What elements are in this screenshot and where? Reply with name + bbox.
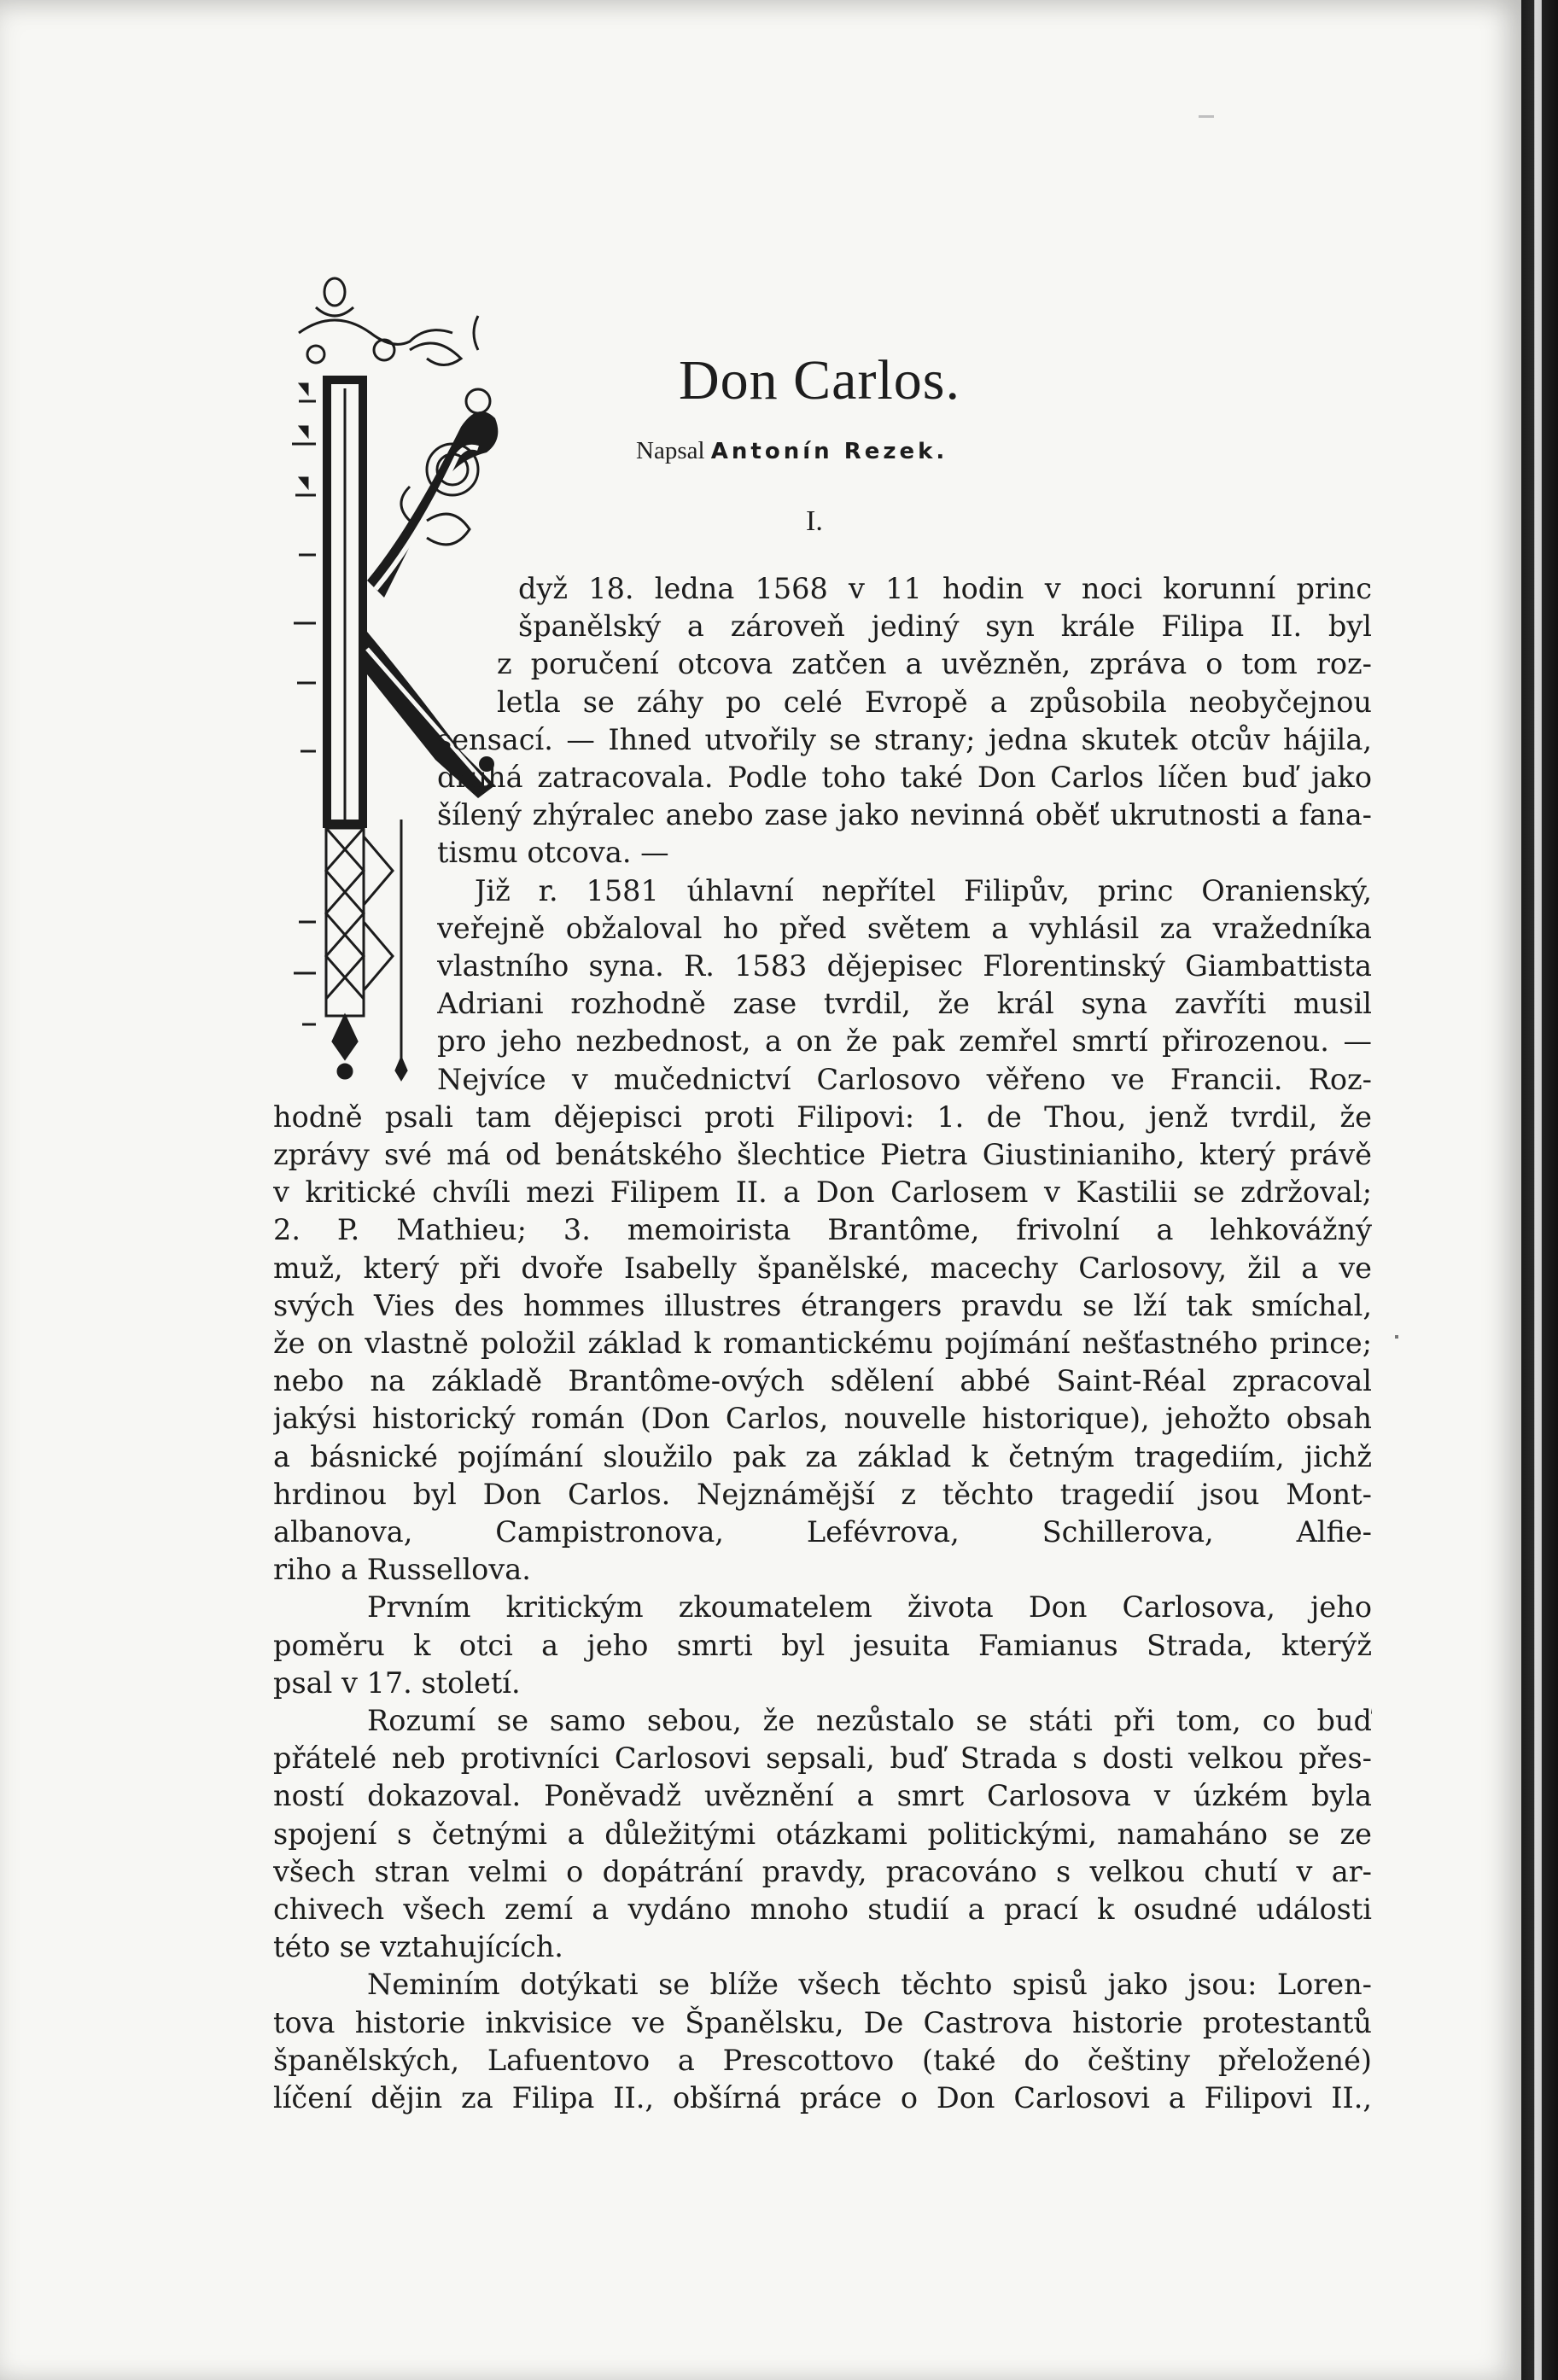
body-line: španělský a zároveň jediný syn krále Filipa II. byl [518,610,1372,644]
body-line: pro jeho nezbednost, a on že pak zemřel smrtí přirozenou. — [437,1024,1372,1059]
body-line: hrdinou byl Don Carlos. Nejznámější z těchto tragedií jsou Mont- [273,1477,1372,1511]
body-line: tova historie inkvisice ve Španělsku, De Castrova historie protestantů [273,2005,1372,2039]
body-line: Prvním kritickým zkoumatelem života Don Carlosova, jeho [367,1590,1372,1625]
body-line: vlastního syna. R. 1583 dějepisec Florentinský Giambattista [437,949,1372,983]
body-line: zprávy své má od benátského šlechtice Pietra Giustinianiho, který právě [273,1138,1372,1171]
body-line: všech stran velmi o dopátrání pravdy, pracováno s velkou chutí v ar- [273,1854,1372,1888]
body-line: druhá zatracovala. Podle toho také Don Carlos líčen buď jako [437,761,1372,794]
body-line: chivech všech zemí a vydáno mnoho studií a prací k osudné události [273,1893,1372,1926]
body-line: Adriani rozhodně zase tvrdil, že král syna zavříti musil [437,987,1372,1021]
body-line: sensací. — Ihned utvořily se strany; jedna skutek otcův hájila, [437,722,1372,756]
body-line: Rozumí se samo sebou, že nezůstalo se státi při tom, co buď [367,1704,1372,1737]
body-line: nebo na základě Brantôme-ových sdělení abbé Saint-Réal zpracoval [273,1364,1372,1398]
body-line: svých Vies des hommes illustres étrangers pravdu se lží tak smíchal, [273,1288,1372,1322]
body-line: šílený zhýralec anebo zase jako nevinná oběť ukrutnosti a fana- [437,798,1372,832]
body-line: v kritické chvíli mezi Filipem II. a Don Carlosem v Kastilii se zdržoval; [273,1175,1372,1210]
scan-artifact [1395,1335,1398,1339]
body-line: španělských, Lafuentovo a Prescottovo (také do češtiny přeložené) [273,2043,1372,2077]
body-line: 2. P. Mathieu; 3. memoirista Brantôme, frivolní a lehkovážný [273,1213,1372,1247]
body-line: že on vlastně položil základ k romantickému pojímání nešťastného prince; [273,1327,1372,1360]
body-line: tismu otcova. — [437,836,669,870]
scan-artifact [1199,115,1214,118]
body-line: přátelé neb protivníci Carlosovi sepsali, buď Strada s dosti velkou přes- [273,1741,1372,1776]
body-line: Neminím dotýkati se blíže všech těchto spisů jako jsou: Loren- [367,1968,1372,2002]
body-line: letla se záhy po celé Evropě a způsobila neobyčejnou [497,685,1372,719]
body-line: muž, který při dvoře Isabelly španělské, macechy Carlosovy, žil a ve [273,1251,1372,1285]
body-line: a básnické pojímání sloužilo pak za základ k četným tragediím, jichž [273,1439,1372,1473]
body-line: ností dokazoval. Poněvadž uvěznění a smrt Carlosova v úzkém byla [273,1779,1372,1813]
body-line: Již r. 1581 úhlavní nepřítel Filipův, princ Oranienský, [475,873,1372,907]
byline [636,437,1029,465]
body-line: hodně psali tam dějepisci proti Filipovi: 1. de Thou, jenž tvrdil, že [273,1100,1372,1134]
author-name: Antonín Rezek. [710,439,948,464]
body-line: poměru k otci a jeho smrti byl jesuita Famianus Strada, kterýž [273,1628,1372,1662]
body-line: líčení dějin za Filipa II., obšírná práce o Don Carlosovi a Filipovi II., [273,2081,1372,2115]
body-line: jakýsi historický román (Don Carlos, nouvelle historique), jehožto obsah [273,1402,1372,1436]
section-number: I. [806,505,823,537]
body-line: spojení s četnými a důležitými otázkami politickými, namaháno se ze [273,1817,1372,1851]
body-line: psal v 17. století. [273,1665,521,1700]
body-line: riho a Russellova. [273,1553,531,1587]
body-line: této se vztahujících. [273,1930,563,1964]
body-line: veřejně obžaloval ho před světem a vyhlásil za vražedníka [437,911,1372,945]
body-line: Nejvíce v mučednictví Carlosovo věřeno ve Francii. Roz- [437,1062,1372,1096]
body-line: z poručení otcova zatčen a uvězněn, zpráva o tom roz- [497,647,1372,681]
binding-edge [1521,0,1558,2380]
article-title: Don Carlos. [679,349,960,411]
body-line: dyž 18. ledna 1568 v 11 hodin v noci korunní princ [518,572,1372,605]
body-line: albanova, Campistronova, Lefévrova, Schillerova, Alfie- [273,1515,1372,1549]
byline-prefix: Napsal [636,437,711,464]
